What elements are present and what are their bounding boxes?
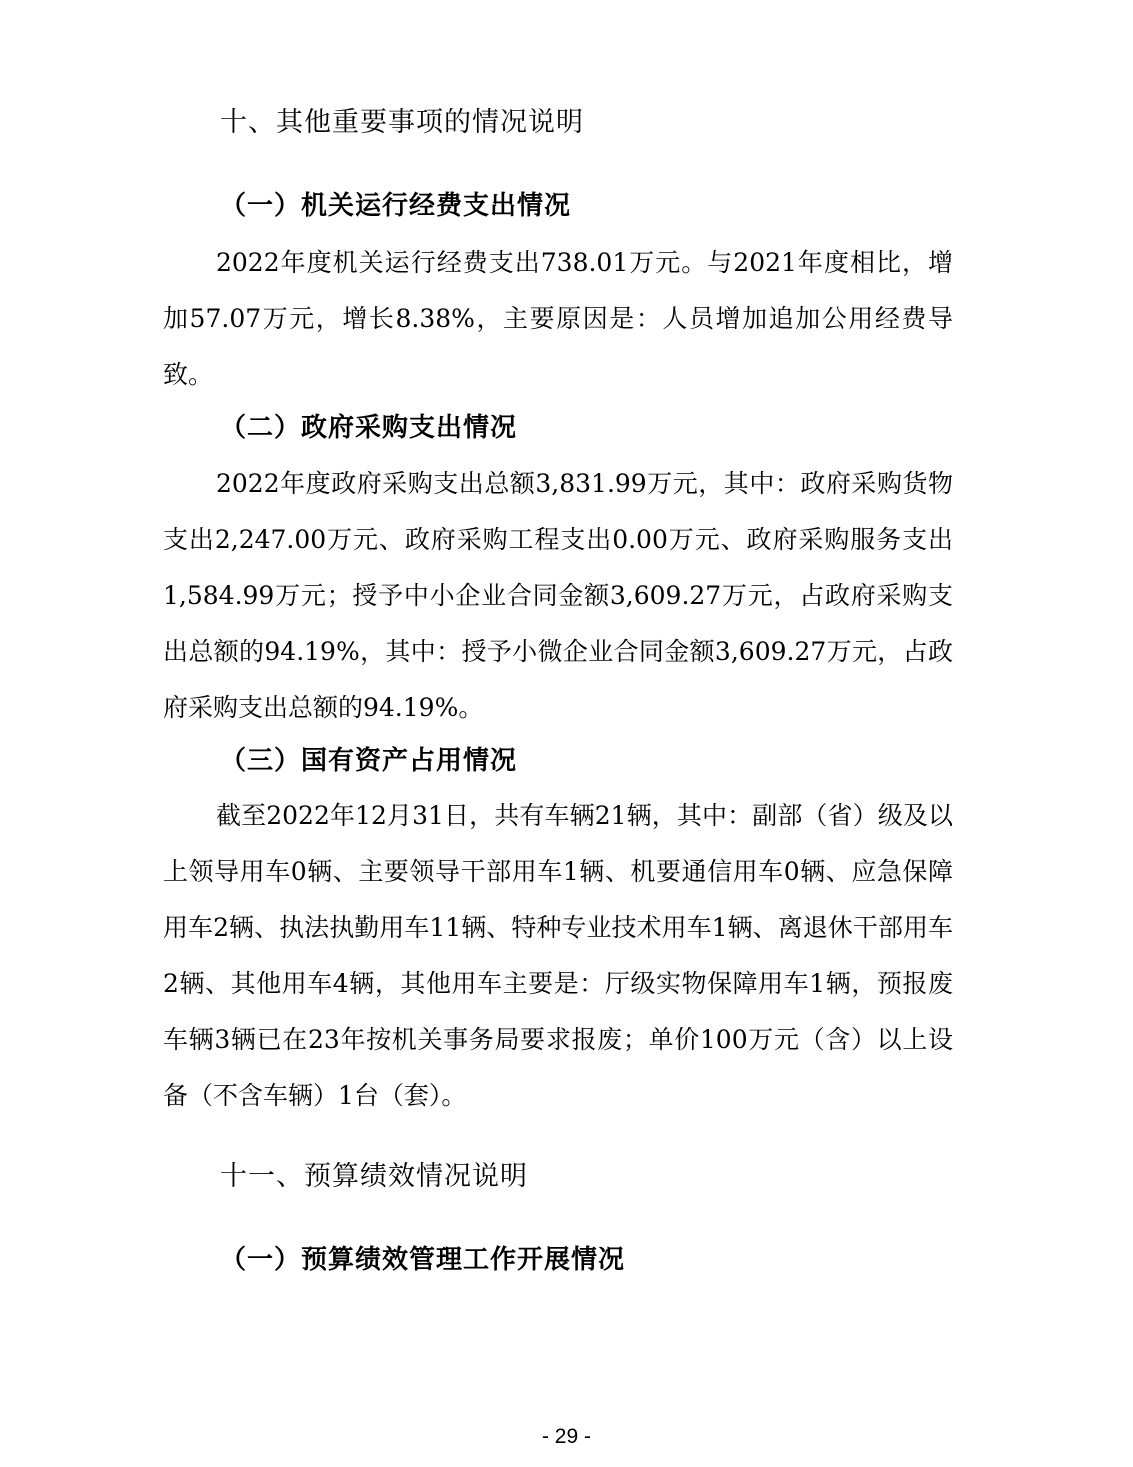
page-number: - 29 - (541, 1425, 591, 1448)
section-10-title: 十、其他重要事项的情况说明 (220, 107, 584, 138)
subsection-10-1-text: 2022年度机关运行经费支出738.01万元。与2021年度相比，增加57.07万元，增长8.38%，主要原因是：人员增加追加公用经费导致。 (163, 248, 953, 389)
subsection-10-2-title: （二）政府采购支出情况 (220, 413, 518, 443)
section-11-title: 十一、预算绩效情况说明 (220, 1161, 528, 1192)
subsection-10-3-title: （三）国有资产占用情况 (220, 746, 518, 776)
subsection-10-1-title: （一）机关运行经费支出情况 (220, 191, 572, 221)
subsection-11-1-title: （一）预算绩效管理工作开展情况 (220, 1245, 626, 1275)
subsection-10-3-text: 截至2022年12月31日，共有车辆21辆，其中：副部（省）级及以上领导用车0辆、主要领导干部用车1辆、机要通信用车0辆、应急保障用车2辆、执法执勤用车11辆、特种专业技术用车1辆、离退休干部用车2辆、其他用车4辆，其他用车主要是：厅级实物保障用车1辆，预报废车辆3辆已在23年按机关事务局要求报废；单价100万元（含）以上设备（不含车辆）1台（套）。 (163, 801, 953, 1110)
subsection-10-2-text: 2022年度政府采购支出总额3,831.99万元，其中：政府采购货物支出2,247.00万元、政府采购工程支出0.00万元、政府采购服务支出1,584.99万元；授予中小企业合同金额3,609.27万元，占政府采购支出总额的94.19%，其中：授予小微企业合同金额3,609.27万元，占政府采购支出总额的94.19%。 (163, 469, 953, 722)
